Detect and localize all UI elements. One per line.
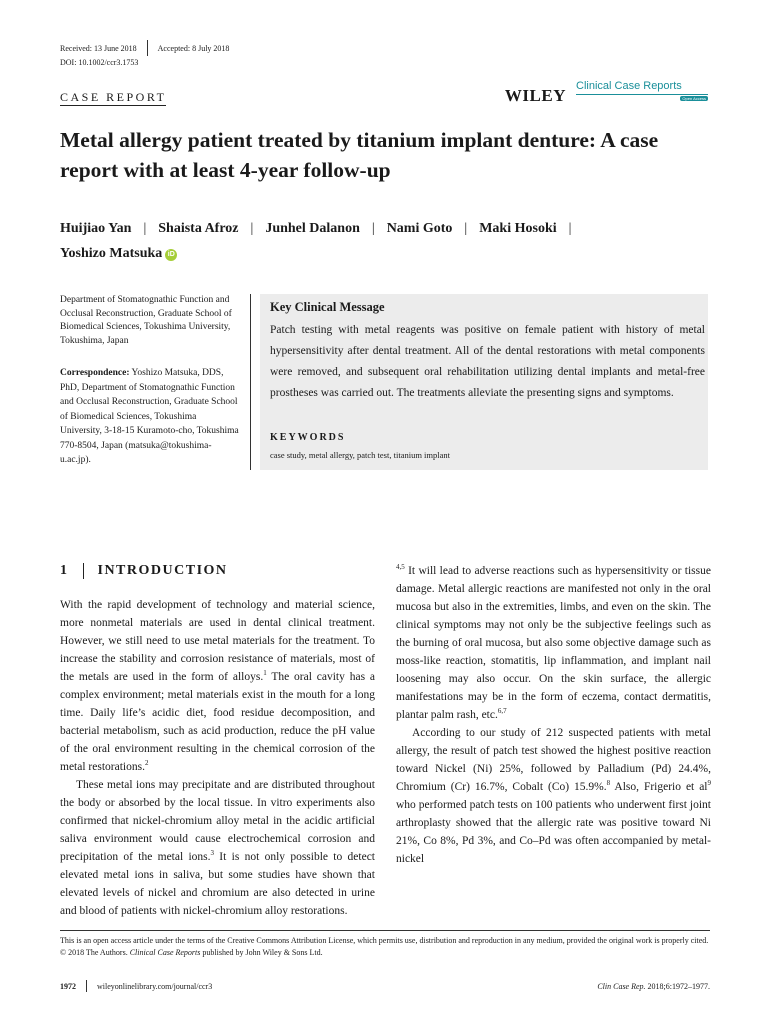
page-number: 1972 (60, 981, 76, 991)
author-separator: | (143, 221, 147, 236)
paragraph (396, 724, 711, 868)
author-name[interactable]: Maki Hosoki (479, 221, 557, 236)
author-name[interactable]: Nami Goto (386, 221, 453, 236)
paragraph-text: It will lead to adverse reactions such as hypersensitivity or tissue damage. Metal allergic reactions are manifested not only in the oral mucosa but also in the extremities, limbs, and even on the skin. The clinical symptoms may not only be the subjective feelings such as the burning of oral mucosa, but also some objective damage such as moss-like reaction, stomatitis, lip inflammation, and implant nail loosening may also occur. On the skin surface, the allergic manifestations may be in the form of eczema, contact dermatitis, plantar palm rash, etc. (396, 565, 711, 721)
author-name[interactable]: Shaista Afroz (158, 221, 239, 236)
article-title: Metal allergy patient treated by titanium implant denture: A case report with at least 4-year follow-up (60, 128, 659, 182)
correspondence-text: Yoshizo Matsuka, DDS, PhD, Department of Stomatognathic Function and Occlusal Reconstruction, Graduate School of Biomedical Sciences, Tokushima University, 3-18-15 Kuramoto-cho, Tokushima 770-8504, Japan (matsuka@tokushima-u.ac.jp). (60, 368, 239, 465)
key-clinical-message-title: Key Clinical Message (270, 300, 385, 314)
column-divider (250, 294, 251, 470)
journal-logo[interactable] (576, 80, 708, 101)
author-separator: | (250, 221, 254, 236)
received-date: Received: 13 June 2018 (60, 43, 137, 53)
paragraph-text: These metal ions may precipitate and are distributed throughout the body or absorbed by the local tissue. In vitro experiments also confirmed that nickel-chromium alloy metal in the acidic artificial saliva environment would cause electrochemical corrosion and precipitation of the metal ions. (60, 779, 375, 863)
key-clinical-message-text: Patch testing with metal reagents was positive on female patient with history of metal hypersensitivity after dental treatment. All of the dental restorations with metal components were removed, and subsequent oral rehabilitation utilizing dental implants and metal-free prostheses was carried out. The treatments alleviate the presenting signs and symptoms. (270, 324, 705, 399)
affiliation: Department of Stomatognathic Function and Occlusal Reconstruction, Graduate School of Biomedical Sciences, Tokushima University, Tokushima, Japan (60, 295, 232, 346)
reference-link[interactable]: 8 (606, 779, 611, 788)
paragraph-text: The oral cavity has a complex environment; metal materials exist in the mouth for a long time. Daily life’s acidic diet, food residue decomposition, and bacterial metabolism, such as acid production, reduce the pH value of the oral environment resulting in the chemical corrosion of the metal restorations. (60, 671, 375, 773)
reference-link[interactable]: 3 (210, 849, 215, 858)
paragraph (396, 562, 711, 724)
author-name[interactable]: Huijiao Yan (60, 221, 132, 236)
footer-rule (60, 930, 710, 931)
accepted-date: Accepted: 8 July 2018 (157, 43, 230, 53)
keywords-heading: KEYWORDS (270, 432, 346, 443)
section-heading (60, 563, 228, 579)
author-separator: | (568, 221, 572, 236)
copyright-journal: Clinical Case Reports (129, 948, 201, 957)
reference-link[interactable]: 4,5 (396, 563, 405, 572)
section-divider (83, 563, 84, 579)
paragraph-text: It is not only possible to detect elevated metal ions in saliva, but some studies have shown that elevated levels of nickel and chromium are also detected in urine and blood of patients with nickel-chromium alloy restorations. (60, 851, 375, 917)
article-type: CASE REPORT (60, 90, 167, 104)
reference-link[interactable]: 6,7 (497, 707, 507, 716)
section-number: 1 (60, 563, 69, 578)
paragraph-text: With the rapid development of technology and material science, more nonmetal materials are used in dental clinical treatment. However, we still need to use metal materials for the treatment. To increase the stability and corrosion resistance of materials, most of the metals are used in the form of alloys. (60, 599, 375, 683)
author-separator: | (371, 221, 375, 236)
correspondence-label: Correspondence: (60, 368, 130, 378)
reference-link[interactable]: 9 (707, 779, 711, 788)
keywords-text: case study, metal allergy, patch test, titanium implant (270, 450, 451, 460)
section-title: INTRODUCTION (97, 563, 228, 578)
paragraph (60, 596, 375, 776)
paragraph (60, 776, 375, 920)
author-list (60, 216, 720, 266)
orcid-icon[interactable]: iD (165, 249, 177, 261)
correspondence (60, 366, 240, 468)
body-column-left (60, 596, 375, 920)
citation-text: 2018;6:1972–1977. (645, 981, 710, 991)
doi[interactable]: DOI: 10.1002/ccr3.1753 (60, 58, 139, 67)
citation-journal: Clin Case Rep. (597, 981, 646, 991)
copyright-text: © 2018 The Authors. (60, 948, 130, 957)
journal-logo-underline (576, 94, 708, 95)
citation (597, 982, 710, 991)
publisher-branding (505, 80, 708, 106)
license-text: This is an open access article under the terms of the Creative Commons Attribution License, which permits use, distribution and reproduction in any medium, provided the original work is properly cited. (60, 936, 709, 945)
journal-logo-text: Clinical Case Reports (576, 80, 682, 92)
reference-link[interactable]: 1 (263, 669, 267, 678)
author-name[interactable]: Junhel Dalanon (265, 221, 360, 236)
article-dates (60, 40, 229, 56)
open-access-badge: Open Access (682, 96, 706, 101)
copyright (60, 947, 710, 959)
page-footer (60, 980, 710, 992)
author-name[interactable]: Yoshizo Matsuka (60, 246, 163, 261)
reference-link[interactable]: 2 (144, 759, 149, 768)
divider (147, 40, 148, 56)
journal-url[interactable]: wileyonlinelibrary.com/journal/ccr3 (97, 981, 213, 991)
body-column-right (396, 562, 711, 868)
author-separator: | (464, 221, 468, 236)
copyright-text: published by John Wiley & Sons Ltd. (200, 948, 323, 957)
paragraph-text: Also, Frigerio et al (610, 781, 708, 793)
article-type-underline (60, 105, 166, 106)
wiley-logo[interactable]: WILEY (504, 86, 566, 105)
divider (86, 980, 87, 992)
paragraph-text: According to our study of 212 suspected patients with metal allergy, the result of patch test showed the highest positive reaction toward Nickel (Ni) 25%, followed by Palladium (Pd) 24.4%, Chromium (Cr) 16.7%, Cobalt (Co) 15.9%. (396, 727, 711, 793)
license-note (60, 935, 710, 959)
paragraph-text: who performed patch tests on 100 patients who underwent first joint arthroplasty showed that the allergic rate was positive toward Ni 21%, Co 8%, Pd 3%, and Co–Pd was often accompanied by metal-nickel (396, 799, 711, 865)
